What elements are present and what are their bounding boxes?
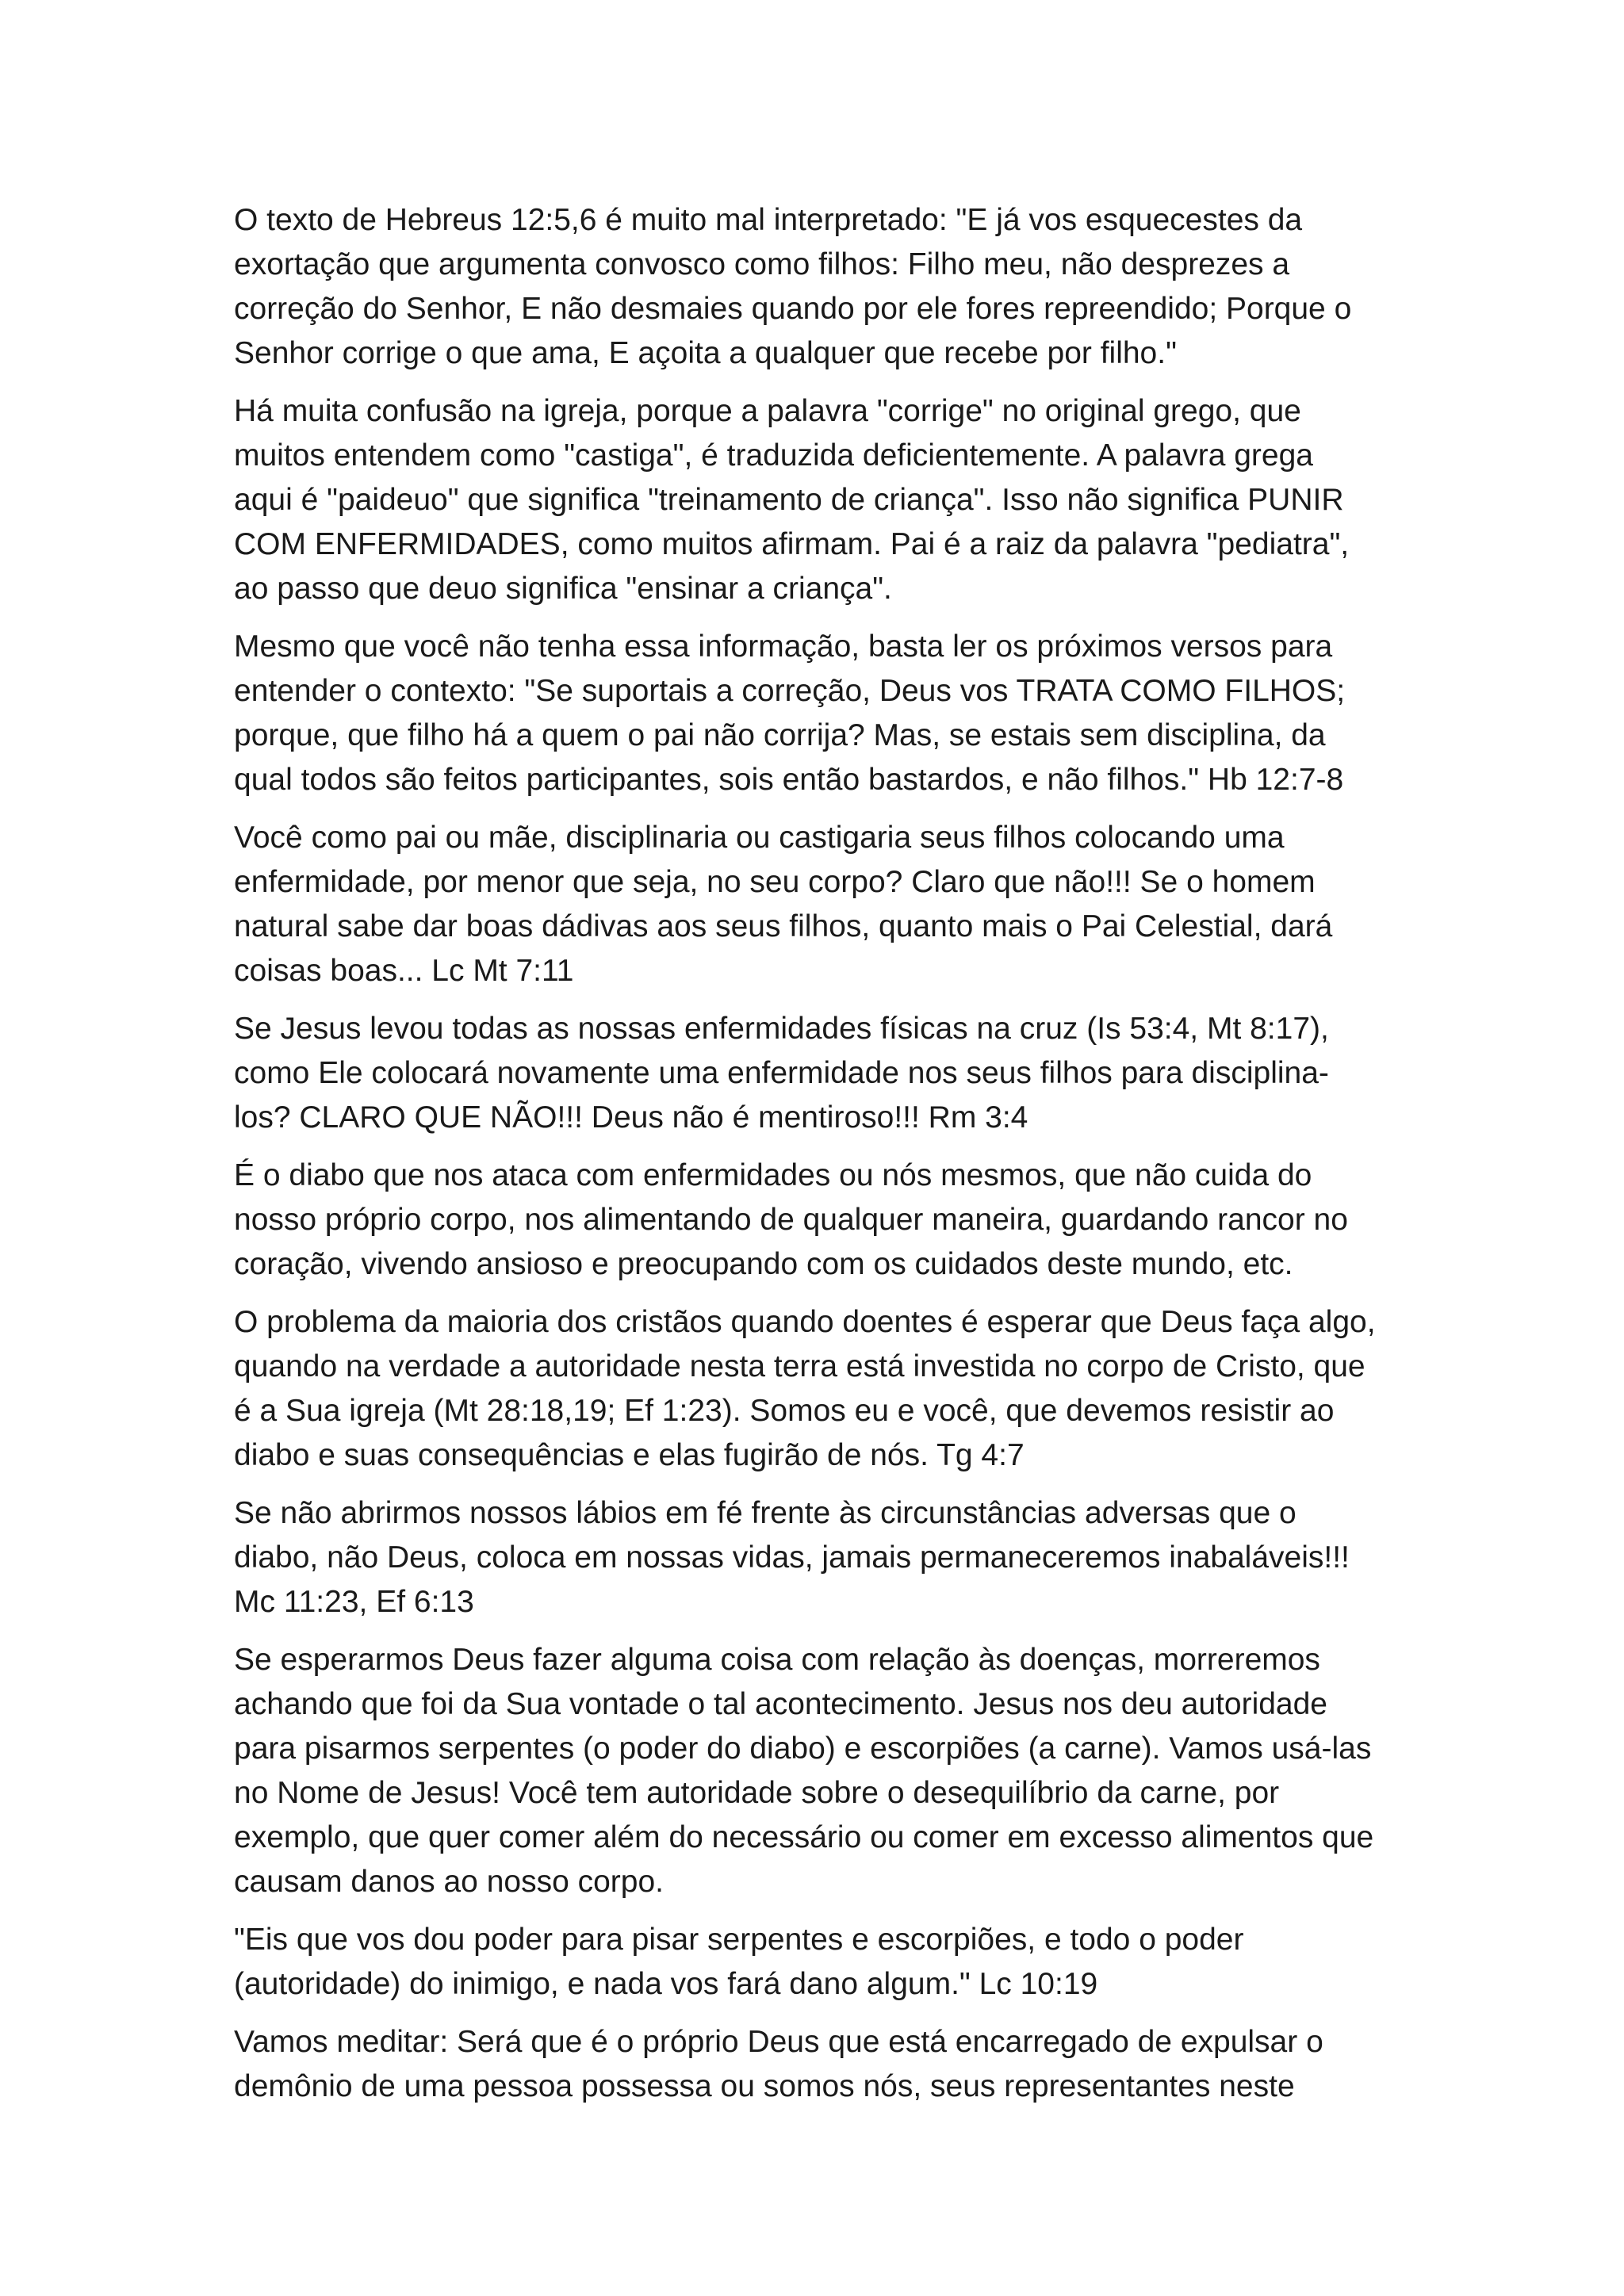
paragraph <box>234 1154 1423 1287</box>
text-line: Se esperarmos Deus fazer alguma coisa com relação às doenças, morreremos <box>234 1643 1320 1677</box>
text-line: qual todos são feitos participantes, sois então bastardos, e não filhos." Hb 12:7-8 <box>234 763 1344 797</box>
text-line: para pisarmos serpentes (o poder do diabo) e escorpiões (a carne). Vamos usá-las <box>234 1732 1372 1766</box>
text-line: no Nome de Jesus! Você tem autoridade sobre o desequilíbrio da carne, por <box>234 1776 1280 1810</box>
body-text <box>234 198 1423 2122</box>
paragraph <box>234 198 1423 376</box>
text-line: É o diabo que nos ataca com enfermidades ou nós mesmos, que não cuida do <box>234 1158 1312 1192</box>
paragraph <box>234 1918 1423 2007</box>
text-line: achando que foi da Sua vontade o tal acontecimento. Jesus nos deu autoridade <box>234 1687 1327 1721</box>
text-line: Você como pai ou mãe, disciplinaria ou castigaria seus filhos colocando uma <box>234 821 1285 855</box>
paragraph <box>234 625 1423 802</box>
text-line: Mesmo que você não tenha essa informação, basta ler os próximos versos para <box>234 629 1333 664</box>
text-line: Vamos meditar: Será que é o próprio Deus que está encarregado de expulsar o <box>234 2025 1323 2059</box>
text-line: causam danos ao nosso corpo. <box>234 1865 665 1899</box>
paragraph <box>234 1491 1423 1624</box>
paragraph <box>234 1638 1423 1904</box>
text-line: entender o contexto: "Se suportais a correção, Deus vos TRATA COMO FILHOS; <box>234 674 1346 708</box>
text-line: coração, vivendo ansioso e preocupando com os cuidados deste mundo, etc. <box>234 1247 1293 1281</box>
paragraph <box>234 2020 1423 2109</box>
text-line: é a Sua igreja (Mt 28:18,19; Ef 1:23). Somos eu e você, que devemos resistir ao <box>234 1394 1335 1428</box>
text-line: Senhor corrige o que ama, E açoita a qualquer que recebe por filho." <box>234 336 1177 370</box>
text-line: Mc 11:23, Ef 6:13 <box>234 1585 474 1619</box>
text-line: porque, que filho há a quem o pai não corrija? Mas, se estais sem disciplina, da <box>234 718 1326 752</box>
text-line: demônio de uma pessoa possessa ou somos nós, seus representantes neste <box>234 2069 1295 2103</box>
text-line: los? CLARO QUE NÃO!!! Deus não é mentiroso!!! Rm 3:4 <box>234 1100 1028 1135</box>
text-line: quando na verdade a autoridade nesta terra está investida no corpo de Cristo, que <box>234 1349 1365 1383</box>
text-line: ao passo que deuo significa "ensinar a criança". <box>234 572 892 606</box>
text-line: COM ENFERMIDADES, como muitos afirmam. Pai é a raiz da palavra "pediatra", <box>234 527 1350 561</box>
text-line: nosso próprio corpo, nos alimentando de qualquer maneira, guardando rancor no <box>234 1203 1348 1237</box>
text-line: diabo e suas consequências e elas fugirão de nós. Tg 4:7 <box>234 1438 1025 1472</box>
text-line: muitos entendem como "castiga", é traduzida deficientemente. A palavra grega <box>234 438 1313 473</box>
text-line: coisas boas... Lc Mt 7:11 <box>234 954 574 988</box>
paragraph <box>234 1300 1423 1478</box>
paragraph <box>234 389 1423 611</box>
paragraph <box>234 816 1423 993</box>
text-line: aqui é "paideuo" que significa "treinamento de criança". Isso não significa PUNIR <box>234 483 1344 517</box>
text-line: natural sabe dar boas dádivas aos seus filhos, quanto mais o Pai Celestial, dará <box>234 909 1333 943</box>
text-line: como Ele colocará novamente uma enfermidade nos seus filhos para disciplina- <box>234 1056 1329 1090</box>
text-line: enfermidade, por menor que seja, no seu corpo? Claro que não!!! Se o homem <box>234 865 1316 899</box>
text-line: O problema da maioria dos cristãos quando doentes é esperar que Deus faça algo, <box>234 1305 1376 1339</box>
text-line: (autoridade) do inimigo, e nada vos fará dano algum." Lc 10:19 <box>234 1967 1098 2001</box>
text-line: exortação que argumenta convosco como filhos: Filho meu, não desprezes a <box>234 247 1290 281</box>
text-line: "Eis que vos dou poder para pisar serpentes e escorpiões, e todo o poder <box>234 1923 1244 1957</box>
text-line: Se Jesus levou todas as nossas enfermidades físicas na cruz (Is 53:4, Mt 8:17), <box>234 1012 1329 1046</box>
text-line: exemplo, que quer comer além do necessário ou comer em excesso alimentos que <box>234 1820 1374 1854</box>
paragraph <box>234 1007 1423 1140</box>
text-line: O texto de Hebreus 12:5,6 é muito mal interpretado: "E já vos esquecestes da <box>234 203 1303 237</box>
text-line: correção do Senhor, E não desmaies quando por ele fores repreendido; Porque o <box>234 292 1352 326</box>
text-line: diabo, não Deus, coloca em nossas vidas, jamais permaneceremos inabaláveis!!! <box>234 1540 1350 1575</box>
text-line: Há muita confusão na igreja, porque a palavra "corrige" no original grego, que <box>234 394 1301 428</box>
text-line: Se não abrirmos nossos lábios em fé frente às circunstâncias adversas que o <box>234 1496 1297 1530</box>
